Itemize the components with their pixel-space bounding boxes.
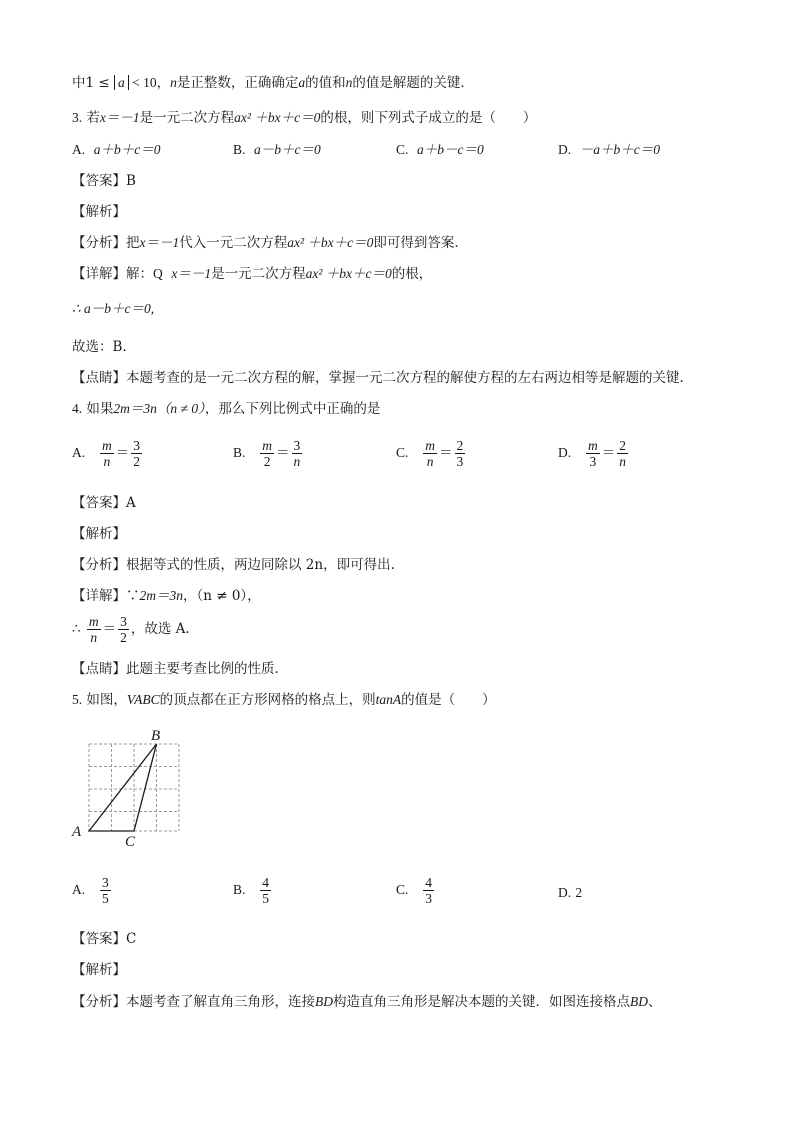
option-label: D. bbox=[558, 885, 572, 900]
text: 把 bbox=[126, 235, 140, 251]
numerator: 2 bbox=[619, 438, 626, 453]
denominator: 5 bbox=[262, 891, 270, 906]
q4-fenxi bbox=[72, 555, 395, 575]
option-text: a＋b－c＝0 bbox=[416, 142, 484, 157]
math: ax² ＋bx＋c＝0 bbox=[287, 235, 374, 250]
q5-fenxi bbox=[72, 992, 662, 1012]
option-label: D. bbox=[558, 445, 572, 460]
text: 如果 bbox=[86, 401, 114, 417]
text: 是一元二次方程 bbox=[139, 110, 235, 126]
q5-option-a[interactable] bbox=[72, 875, 113, 906]
therefore-symbol: ∴ bbox=[72, 621, 81, 637]
denominator: 2 bbox=[133, 454, 140, 469]
numerator: 2 bbox=[456, 438, 464, 453]
vertex-label-c: C bbox=[125, 834, 136, 850]
var-n: n bbox=[170, 75, 177, 90]
text: 的值是解题的关键． bbox=[352, 75, 474, 91]
q3-fenxi bbox=[72, 233, 459, 253]
q3-option-c[interactable] bbox=[396, 140, 484, 160]
q5-option-c[interactable] bbox=[396, 875, 436, 906]
denominator: n bbox=[293, 454, 301, 469]
question-4-stem bbox=[72, 399, 380, 419]
math: 2m＝3n bbox=[113, 401, 157, 416]
math: tanA bbox=[375, 692, 402, 707]
math: x＝－1 bbox=[139, 235, 180, 250]
grid-triangle-figure bbox=[68, 724, 188, 854]
q4-dianjing bbox=[72, 659, 279, 679]
numerator: 3 bbox=[102, 875, 109, 890]
denominator: 3 bbox=[425, 891, 433, 906]
denominator: 2 bbox=[263, 454, 271, 469]
section-label: 【点睛】 bbox=[72, 661, 126, 677]
q4-xiangjie bbox=[72, 586, 261, 606]
math: ax² ＋bx＋c＝0 bbox=[234, 110, 321, 125]
q5-answer: 【答案】C bbox=[72, 931, 137, 947]
section-label: 【点睛】 bbox=[72, 370, 126, 386]
denominator: n bbox=[103, 454, 111, 469]
numerator: m bbox=[88, 614, 99, 629]
q4-therefore: ∴ $\frac{m}{n}$ ＝ $\frac{3}{2}$ ，故选 A. bbox=[72, 614, 190, 645]
denominator: 2 bbox=[120, 630, 127, 645]
text: 的值是（ ） bbox=[401, 692, 496, 708]
q3-option-a[interactable] bbox=[72, 140, 160, 160]
text: 即可得到答案. bbox=[373, 235, 459, 251]
text: ，那么下列比例式中正确的是 bbox=[204, 401, 381, 417]
fraction bbox=[87, 614, 101, 645]
numerator: 4 bbox=[425, 875, 433, 890]
text: ，（n ≠ 0）， bbox=[183, 588, 261, 604]
q5-option-d[interactable] bbox=[558, 883, 582, 903]
fraction bbox=[260, 875, 271, 906]
math: VABC bbox=[126, 692, 160, 707]
fraction bbox=[131, 438, 142, 469]
question-number: 3. bbox=[72, 110, 83, 125]
question-number: 5. bbox=[72, 692, 83, 707]
math: x＝－1 bbox=[171, 266, 212, 281]
q3-answer: 【答案】B bbox=[72, 173, 136, 189]
math: （n ≠ 0） bbox=[156, 401, 205, 416]
vertex-label-a: A bbox=[72, 824, 82, 840]
question-5-stem bbox=[72, 690, 496, 710]
question-3-stem bbox=[72, 108, 536, 128]
q3-analysis-header: 【解析】 bbox=[72, 204, 126, 220]
numerator: m bbox=[262, 438, 273, 453]
triangle-abc bbox=[89, 744, 157, 831]
q3-dianjing bbox=[72, 368, 684, 388]
q3-option-d[interactable] bbox=[558, 140, 660, 160]
math: x＝－1 bbox=[99, 110, 140, 125]
section-label: 【分析】 bbox=[72, 994, 126, 1010]
q3-choose: 故选：B. bbox=[72, 339, 127, 355]
fraction bbox=[423, 875, 434, 906]
q3-therefore: ∴ a－b＋c＝0, bbox=[72, 301, 155, 316]
text: 构造直角三角形是解决本题的关键．如图连接格点 bbox=[333, 994, 630, 1010]
option-label: A. bbox=[72, 882, 86, 897]
numerator: m bbox=[588, 438, 598, 453]
option-text: －a＋b＋c＝0 bbox=[579, 142, 660, 157]
numerator: 3 bbox=[293, 438, 301, 453]
text: 的值和 bbox=[305, 75, 346, 91]
text: 、 bbox=[648, 994, 662, 1010]
text: 若 bbox=[86, 110, 100, 126]
q4-answer: 【答案】A bbox=[72, 495, 136, 511]
fraction bbox=[100, 438, 114, 469]
text: 根据等式的性质，两边同除以 2n，即可得出. bbox=[126, 557, 395, 573]
denominator: 5 bbox=[102, 891, 109, 906]
option-label: C. bbox=[396, 142, 409, 157]
option-label: D. bbox=[558, 142, 572, 157]
var-a: a bbox=[298, 75, 306, 90]
vertex-label-b: B bbox=[151, 728, 161, 744]
text: 的根， bbox=[391, 266, 433, 282]
numerator: m bbox=[425, 438, 436, 453]
text: 如图， bbox=[86, 692, 127, 708]
abs-value: a bbox=[114, 75, 129, 90]
fraction bbox=[118, 614, 129, 645]
because-symbol: ∵ bbox=[126, 588, 140, 604]
text: 解： bbox=[126, 266, 153, 282]
q5-option-b[interactable] bbox=[233, 875, 273, 906]
option-label: C. bbox=[396, 882, 409, 897]
denominator: n bbox=[619, 454, 626, 469]
text: < 10， bbox=[128, 75, 171, 90]
q4-option-d[interactable]: D. $\frac{m}{3}$ ＝ $\frac{2}{n}$ bbox=[558, 438, 626, 469]
section-label: 【详解】 bbox=[72, 266, 126, 282]
text: 是一元二次方程 bbox=[211, 266, 306, 282]
numerator: 3 bbox=[120, 614, 127, 629]
fraction bbox=[586, 438, 600, 469]
square-grid bbox=[89, 744, 179, 831]
numerator: 3 bbox=[133, 438, 140, 453]
option-label: A. bbox=[72, 445, 86, 460]
section-label: 【详解】 bbox=[72, 588, 126, 604]
fraction bbox=[617, 438, 628, 469]
numerator: 4 bbox=[262, 875, 270, 890]
fraction bbox=[423, 438, 437, 469]
section-label: 【分析】 bbox=[72, 557, 126, 573]
text: 本题考查了解直角三角形，连接 bbox=[126, 994, 315, 1010]
fraction bbox=[100, 875, 111, 906]
math: 2m＝3n bbox=[139, 588, 183, 603]
option-text: a－b＋c＝0 bbox=[253, 142, 321, 157]
question-number: 4. bbox=[72, 401, 83, 416]
option-text: a＋b＋c＝0 bbox=[93, 142, 161, 157]
denominator: n bbox=[90, 630, 98, 645]
q5-analysis-header: 【解析】 bbox=[72, 962, 126, 978]
text: 本题考查的是一元二次方程的解，掌握一元二次方程的解使方程的左右两边相等是解题的关键. bbox=[126, 370, 684, 386]
option-label: A. bbox=[72, 142, 86, 157]
q4-option-b[interactable]: B. $\frac{m}{2}$ ＝ $\frac{3}{n}$ bbox=[233, 438, 301, 469]
math: ax² ＋bx＋c＝0 bbox=[305, 266, 392, 281]
q4-option-c[interactable]: C. $\frac{m}{n}$ ＝ $\frac{2}{3}$ bbox=[396, 438, 464, 469]
text: 此题主要考查比例的性质. bbox=[126, 661, 279, 677]
because-symbol: Q bbox=[153, 266, 163, 281]
continuation-line bbox=[72, 73, 474, 93]
section-label: 【分析】 bbox=[72, 235, 126, 251]
fraction bbox=[260, 438, 274, 469]
option-label: B. bbox=[233, 882, 246, 897]
text: 中1 ≤ bbox=[72, 75, 114, 91]
fraction bbox=[455, 438, 466, 469]
q4-option-a[interactable]: A. $\frac{m}{n}$ ＝ $\frac{3}{2}$ bbox=[72, 438, 140, 469]
option-label: C. bbox=[396, 445, 409, 460]
text: ，故选 A. bbox=[130, 621, 190, 637]
text: 是正整数，正确确定 bbox=[176, 75, 299, 91]
option-label: B. bbox=[233, 445, 246, 460]
q3-xiangjie bbox=[72, 264, 432, 284]
fraction bbox=[292, 438, 303, 469]
text: 代入一元二次方程 bbox=[179, 235, 288, 251]
denominator: 3 bbox=[589, 454, 597, 469]
q3-option-b[interactable] bbox=[233, 140, 321, 160]
denominator: n bbox=[426, 454, 434, 469]
denominator: 3 bbox=[456, 454, 464, 469]
text: 的根，则下列式子成立的是（ ） bbox=[320, 110, 537, 126]
math: BD bbox=[630, 994, 648, 1009]
option-label: B. bbox=[233, 142, 246, 157]
numerator: m bbox=[102, 438, 112, 453]
q4-analysis-header: 【解析】 bbox=[72, 526, 126, 542]
option-text: 2 bbox=[575, 885, 583, 900]
var-n: n bbox=[345, 75, 353, 90]
text: 的顶点都在正方形网格的格点上，则 bbox=[159, 692, 376, 708]
math: BD bbox=[315, 994, 333, 1009]
